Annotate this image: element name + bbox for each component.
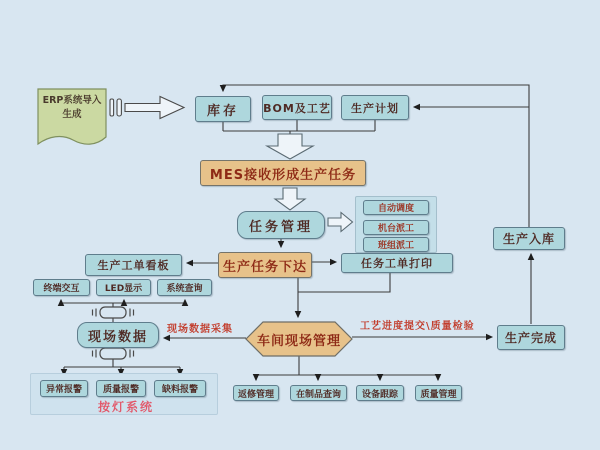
data-connector-icon-bottom <box>93 348 134 359</box>
node-work-order-print: 任务工单打印 <box>341 253 453 273</box>
node-production-storage: 生产入库 <box>493 227 565 250</box>
node-production-plan: 生产计划 <box>341 95 409 120</box>
node-work-order-kanban: 生产工单看板 <box>85 254 182 276</box>
node-quality-management: 质量管理 <box>415 385 462 401</box>
node-task-release: 生产任务下达 <box>218 252 312 278</box>
node-mes-receive-task: MES接收形成生产任务 <box>200 160 366 186</box>
node-team-dispatch: 班组派工 <box>363 237 429 252</box>
node-inventory: 库存 <box>195 96 251 122</box>
node-erp-import <box>38 94 106 123</box>
node-wip-query: 在制品查询 <box>290 385 347 401</box>
data-connector-icon-top <box>93 307 134 318</box>
node-system-query: 系统查询 <box>157 279 212 296</box>
node-bom-process: BOM及工艺 <box>262 95 332 120</box>
node-workshop-management: 车间现场管理 <box>256 333 341 349</box>
node-abnormal-alarm: 异常报警 <box>40 380 88 397</box>
label-progress-submit-inspection: 工艺进度提交\质量检验 <box>360 321 475 332</box>
node-machine-dispatch: 机台派工 <box>363 220 429 235</box>
striped-arrow-icon <box>110 97 184 119</box>
erp-label-line2: 生成 <box>62 109 82 121</box>
node-production-complete: 生产完成 <box>497 325 565 350</box>
node-field-data: 现场数据 <box>77 322 159 348</box>
node-equipment-tracking: 设备跟踪 <box>356 385 404 401</box>
node-rework-management: 返修管理 <box>233 385 279 401</box>
node-shortage-alarm: 缺料报警 <box>154 380 206 397</box>
node-terminal-interaction: 终端交互 <box>33 279 90 296</box>
erp-label-line1: ERP系统导入 <box>42 95 102 106</box>
node-auto-schedule: 自动调度 <box>363 200 429 215</box>
label-field-data-collection: 现场数据采集 <box>167 324 233 335</box>
label-andon-system: 按灯系统 <box>98 400 155 414</box>
node-led-display: LED显示 <box>96 279 151 296</box>
node-task-management: 任务管理 <box>237 211 325 239</box>
node-quality-alarm: 质量报警 <box>96 380 146 397</box>
